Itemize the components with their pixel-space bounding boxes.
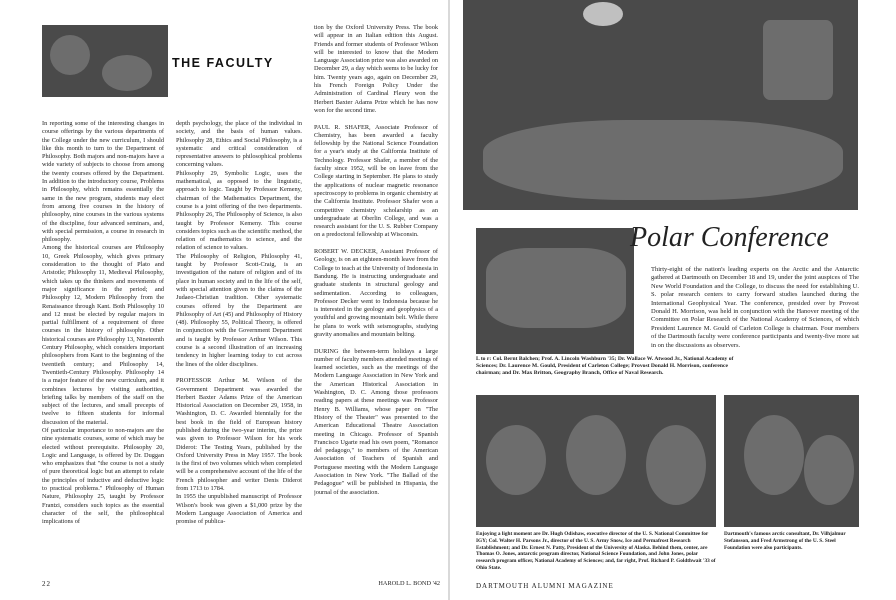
- magazine-footer: DARTMOUTH ALUMNI MAGAZINE: [476, 582, 614, 590]
- caption-panel-photo: L to r: Col. Bernt Balchen; Prof. A. Lincoln Washburn '35; Dr. Wallace W. Atwood Jr., National Academy of Sciences; Dr. Laurence M. Gould, President of Carleton College; Provost Donald H. Morrison, conference chairman; and Dr. Max Britton, Geography Branch, Office of Naval Research.: [476, 356, 734, 377]
- light-moment-photo: [476, 395, 716, 527]
- section-title: THE FACULTY: [172, 56, 274, 70]
- stefansson-photo: [724, 395, 859, 527]
- author-signature: HAROLD L. BOND '42: [378, 580, 440, 587]
- conference-body: Thirty-eight of the nation's leading experts on the Arctic and the Antarctic gathered at Dartmouth on December 18 and 19, under the joint auspices of The New World Foundation and the College, to discuss the need for establishing U. S. polar research centers to carry forward studies launched during the International Geophysical Year. The conference, presided over by Provost Donald H. Morrison, was held in conjunction with the Hanover meeting of the Committee on Polar Research of the National Academy of Sciences, of which President Laurence M. Gould of Carleton College is chairman. Four members of the Dartmouth faculty were conference participants and twenty-five more sat in on the discussions as observers.: [651, 266, 859, 349]
- caption-stefansson: Dartmouth's famous arctic consultant, Dr. Vilhjalmur Stefansson, and Fred Armstrong of the U. S. Steel Foundation were also participants.: [724, 531, 846, 551]
- page-number: 22: [42, 580, 51, 588]
- article-column-3: tion by the Oxford University Press. The book will appear in an Italian edition this August. Friends and former students of Professor Wilson will be interested to know that the Modern Language Association prize was also awarded on December 29, a day which seems to be lucky for him. Twenty years ago, again on December 29, his French Foreign Policy Under the Administration of Cardinal Fleury won the Herbert Baxter Adams Prize which he has now won for the second time. PAUL R. SHAFER, Associate Professor of Chemistry, has been awarded a faculty fellowship by the National Science Foundation for a year's study at the California Institute of Technology. Professor Shafer, a member of the faculty since 1952, will be on leave from the College starting in September. He plans to study the applications of nuclear magnetic resonance spectroscopy to problems in organic chemistry at the California Institute. Professor Shafer won a competitive chemistry scholarship as an undergraduate at Oberlin College, and was a research assistant for the U. S. Rubber Company on a predoctoral fellowship at Wisconsin. ROBERT W. DECKER, Assistant Professor of Geology, is on an eighteen-month leave from the College to teach at the University of Indonesia in Bandung. He is instructing undergraduate and graduate students in structural geology and sedimentation. According to colleagues, Professor Decker went to Indonesia because he is interested in the geology and geophysics of a youthful and growing mountain belt. While there he plans to work with seismographs, studying gravity anomalies and mountain belting. DURING the between-term holidays a large number of faculty members attended meetings of learned societies, such as the meetings of the Modern Language Association in New York and the American Historical Association in Washington, D. C. Among those professors reading papers at these meetings was Professor Henry B. Williams, whose paper on "The History of the Theater" was presented to the American Educational Theatre Association meeting in Chicago. Professor of Spanish Francisco Ugarte read his own poem, "Romance del pedagogo," to members of the American Association of Teachers of Spanish and Portuguese meeting with the Modern Language Association in New York. "The Ballad of the Pedagogue" will be published in Hispania, the journal of the association.: [314, 24, 438, 496]
- panel-members-photo: [476, 228, 634, 354]
- article-column-1: In reporting some of the interesting changes in course offerings by the various departments of the College under the new curriculum, I should like this month to turn to the Department of Philosophy. Both majors and non-majors have a wide variety of subjects to choose from among the twenty courses offered by the Department. In addition to the introductory course, Problems in Philosophy, which remains essentially the same in the new program, students may elect from among five courses in the history of philosophy, nine courses in the various systems of the discipline, four advanced seminars, and, with special permission, a course in research in philosophy. Among the historical courses are Philosophy 10, Greek Philosophy, which gives primary consideration to the thought of Plato and Aristotle; Philosophy 11, Medieval Philosophy, which takes up the thinkers and movements of major significance in the period; and Philosophy 12, Modern Philosophy from the Renaissance through Kant. Both Philosophy 10 and 12 must be elected by regular majors in partial fulfillment of a requirement of three courses in the history of philosophy. Other historical courses are Philosophy 13, Nineteenth Century Philosophy, which considers important philosophers from Kant to the beginning of the twentieth century; and Philosophy 14, Twentieth-Century Philosophy. Philosophy 14 is a major feature of the new curriculum, and it combines lectures by visiting authorities, briefing talks by members of the staff on the subject of the lectures, and small precepts of twelve to fifteen students for informal discussion of the material. Of particular importance to non-majors are the nine systematic courses, some of which may be elected without prerequisite. Philosophy 20, Logic and Language, is offered by Dr. Duggan who emphasizes that "the course is not a study of pure theoretical logic but an attempt to relate the principles of inductive and deductive logic to practical problems." Philosophy of Human Nature, Philosophy 25, taught by Professor Frantzi, considers such topics as the essential character of the self, the philosophical implications of: [42, 120, 164, 526]
- caption-light-moment: Enjoying a light moment are Dr. Hugh Odishaw, executive director of the U. S. National Committee for IGY; Col. Walter H. Parsons Jr., director of the U. S. Army Snow, Ice and Permafrost Research Establishment; and Dr. Ernest N. Patty, President of the University of Alaska. Behind them, center, are Thomas O. Jones, antarctic program director, National Science Foundation, and John Jones, polar research program officer, National Academy of Sciences; and, far right, Prof. Richard P. Goldthwait '33 of Ohio State.: [476, 531, 716, 571]
- article-column-2: depth psychology, the place of the individual in society, and the basis of human values. Philosophy 28, Ethics and Social Philosophy, is a systematic and critical consideration of representative answers to philosophical problems concerning values. Philosophy 29, Symbolic Logic, uses the mathematical, as opposed to the linguistic, approach to logic. Taught by Professor Kemeny, chairman of the Mathematics Department, the course is a joint offering of the two departments. Philosophy 26, The Philosophy of Science, is also taught by Professor Kemeny. This course considers topics such as the scientific method, the relation of mathematics to science, and the relation of science to values. The Philosophy of Religion, Philosophy 41, taught by Professor Scott-Craig, is an investigation of the nature of religion and of its place in human society and in the life of the self, with special attention given to the claims of the Judaeo-Christian tradition. Other systematic courses offered by the Department are Philosophy of Art (45) and Philosophy of History (48). Philosophy 55, Political Theory, is offered in conjunction with the Government Department and is taught by Professor Arthur Wilson. This course is a second illustration of an increasing tendency in higher learning today to cut across the lines of the older disciplines. PROFESSOR Arthur M. Wilson of the Government Department was awarded the Herbert Baxter Adams Prize of the American Historical Association on December 29, 1958, in Washington, D. C. Awarded biennially for the best book in the field of European history published during the two-year interim, the prize was given to Professor Wilson for his work Diderot: The Testing Years, published by the Oxford University Press in May 1957. The book is the first of two volumes which when completed will be a comprehensive account of the life of the French philosopher and writer Denis Diderot from 1713 to 1784. In 1955 the unpublished manuscript of Professor Wilson's book was given a $1,000 prize by the Modern Language Association of America and promise of publica-: [176, 120, 302, 526]
- conference-heading: Polar Conference: [630, 222, 829, 253]
- page-gutter: [448, 0, 450, 600]
- conference-room-photo: [463, 0, 858, 210]
- faculty-header-photo: [42, 25, 168, 97]
